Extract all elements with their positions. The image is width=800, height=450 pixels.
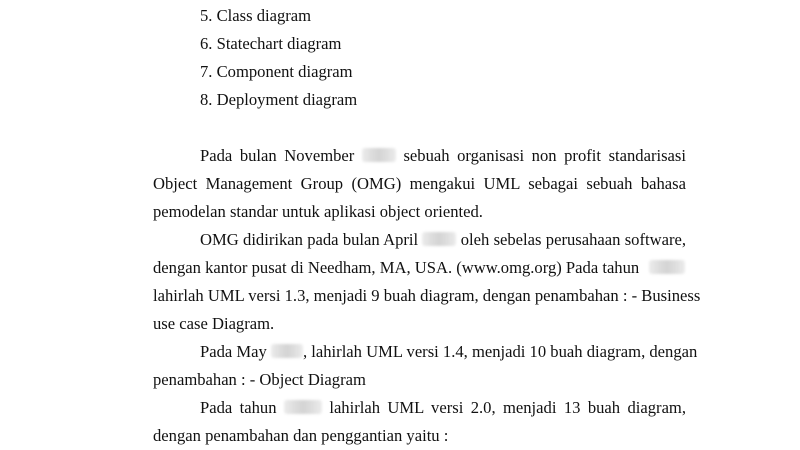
redacted-year [284,400,322,414]
paragraph-2-text-c: dengan kantor pusat di Needham, MA, USA. (www.omg.org) Pada tahun [153,258,640,277]
paragraph-3-text-a: Pada May [200,342,267,361]
redacted-year [362,148,396,162]
redacted-year [649,260,685,274]
paragraph-1-text-a: Pada bulan November [200,146,355,165]
paragraph-1-line-2: Object Management Group (OMG) mengakui UML sebagai sebuah bahasa [153,174,686,193]
redacted-year [271,344,303,358]
list-item-class-diagram: 5. Class diagram [200,6,312,25]
paragraph-3-line-1 [200,342,697,362]
paragraph-2-line-3: lahirlah UML versi 1.3, menjadi 9 buah diagram, dengan penambahan : - Business [153,286,701,305]
paragraph-2-line-1 [200,230,686,250]
paragraph-2-line-2 [153,258,685,278]
paragraph-3-line-2: penambahan : - Object Diagram [153,370,366,389]
paragraph-2-text-b: oleh sebelas perusahaan software, [460,230,686,249]
list-item-component-diagram: 7. Component diagram [200,62,353,81]
list-item-deployment-diagram: 8. Deployment diagram [200,90,358,109]
paragraph-2-text-a: OMG didirikan pada bulan April [200,230,419,249]
paragraph-4-text-a: Pada tahun [200,398,277,417]
paragraph-1-line-3: pemodelan standar untuk aplikasi object oriented. [153,202,483,221]
paragraph-2-line-4: use case Diagram. [153,314,275,333]
paragraph-1-text-b: sebuah organisasi non profit standarisasi [403,146,686,165]
paragraph-4-line-1 [200,398,686,418]
paragraph-3-text-b: , lahirlah UML versi 1.4, menjadi 10 buah diagram, dengan [302,342,698,361]
paragraph-1-line-1 [200,146,686,166]
redacted-year [422,232,456,246]
list-item-statechart-diagram: 6. Statechart diagram [200,34,342,53]
paragraph-4-line-2: dengan penambahan dan penggantian yaitu : [153,426,449,445]
paragraph-4-text-b: lahirlah UML versi 2.0, menjadi 13 buah diagram, [329,398,686,417]
